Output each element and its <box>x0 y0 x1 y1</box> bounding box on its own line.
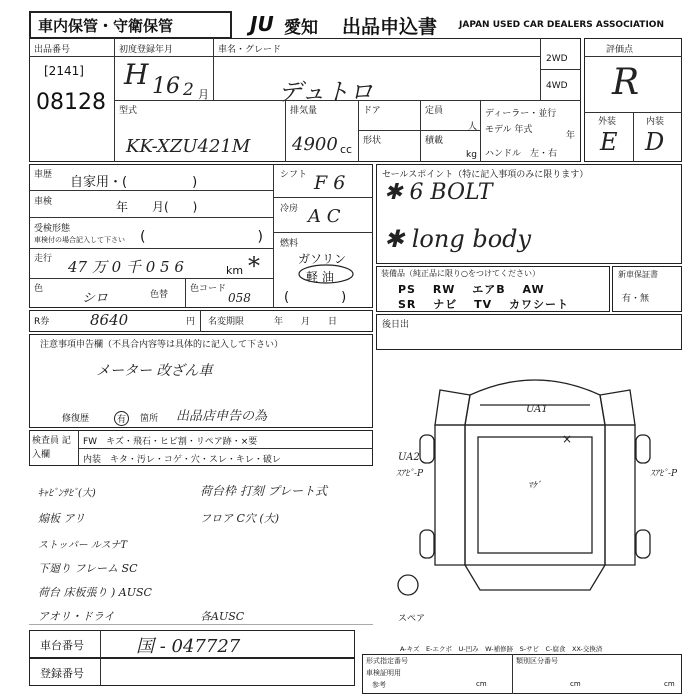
load-unit: kg <box>466 150 477 160</box>
repair-place: 箇所 <box>140 414 159 424</box>
diagram-spare: スペア <box>398 614 426 624</box>
sales-label: セールスポイント（特に記入事項のみに限ります） <box>382 170 589 180</box>
model-label: 型式 <box>119 106 138 116</box>
warranty-value: 有・無 <box>622 294 650 304</box>
after-section <box>376 314 682 350</box>
repair-detail: 出品店申告の為 <box>176 409 268 424</box>
dealer-label: ディーラー・並行 <box>485 109 557 119</box>
first-reg-unit: 月 <box>198 88 209 101</box>
diagram-legend: A-キズ E-エクボ U-凹み W-補修跡 S-サビ C-腐食 XX-交換済 <box>400 645 603 653</box>
int-value: D <box>645 128 665 156</box>
lot-number: 08128 <box>36 90 106 115</box>
disp-label: 排気量 <box>290 106 318 116</box>
shift-label: シフト <box>280 170 308 180</box>
fuel-value-2: 軽 油 <box>306 270 334 284</box>
mileage-label: 走行 <box>34 254 53 264</box>
color-label: 色 <box>34 284 44 294</box>
fuel-value-1: ガソリン <box>298 252 347 266</box>
inspector-note-6: 下廻り フレーム SC <box>38 562 138 575</box>
check-row-1: FW キズ・飛石・ヒビ割・リペア跡・×要 <box>83 437 258 447</box>
color-code-label: 色コード <box>190 284 227 294</box>
cm-1: cm <box>476 680 487 688</box>
ju-logo: JU <box>250 12 274 36</box>
cm-2: cm <box>570 680 581 688</box>
inspector-note-3: 煽板 アリ <box>38 512 86 525</box>
fuel-label: 燃料 <box>280 239 299 249</box>
chassis-value: 国 - 047727 <box>136 636 241 657</box>
receipt-note: 車検付の場合記入して下さい <box>34 236 125 244</box>
first-reg-year: 16 <box>152 74 180 99</box>
int-label: 内装 <box>646 117 665 127</box>
receipt-paren: ( ) <box>140 229 263 245</box>
handle-label: ハンドル 左・右 <box>485 149 558 159</box>
inspector-note-9: 各AUSC <box>200 610 245 623</box>
shift-value: F 6 <box>314 172 346 194</box>
mileage-mark: * <box>248 252 260 280</box>
notes-label: 注意事項申告欄（不具合内容等は具体的に記入して下さい） <box>40 340 284 350</box>
grade-label: 評価点 <box>606 45 634 55</box>
repair-value: 有 <box>114 411 129 426</box>
cert-label-2: 類別区分番号 <box>516 657 558 665</box>
equip-row-1: PS RW エアB AW <box>398 283 545 296</box>
ac-value: A C <box>308 206 341 227</box>
mileage-unit: km <box>226 264 244 277</box>
disp-value: 4900 <box>292 134 338 155</box>
disp-unit: cc <box>340 143 353 156</box>
sales-point-2: ✱ long body <box>384 225 532 253</box>
name-change-label: 名変期限 <box>208 317 245 327</box>
first-reg-label: 初度登録年月 <box>119 45 174 55</box>
inspector-label: 検査員 記入欄 <box>32 436 71 460</box>
english-org: JAPAN USED CAR DEALERS ASSOCIATION <box>459 20 664 30</box>
name-value: デュトロ <box>278 78 374 106</box>
history-label: 車歴 <box>34 170 53 180</box>
color-change-label: 色替 <box>150 290 169 300</box>
cert-label: 形式指定番号 <box>366 657 408 665</box>
form-title: 出品申込書 <box>342 16 438 38</box>
color-value: シロ <box>82 291 109 306</box>
inspection-label: 車検 <box>34 197 53 207</box>
model-value: KK-XZU421M <box>126 136 251 157</box>
fuel-paren: ( ) <box>284 290 347 305</box>
lot-label: 出品番号 <box>34 45 71 55</box>
tax-unit: 円 <box>186 317 196 327</box>
equipment-label: 装備品（純正品に限り○をつけてください） <box>381 269 540 278</box>
shape-label: 形状 <box>363 136 382 146</box>
diagram-center: ﾏｹﾞ <box>528 481 542 491</box>
name-change-value: 年 月 日 <box>274 317 338 327</box>
first-reg-month: 2 <box>183 80 194 100</box>
capacity-unit: 人 <box>468 122 478 132</box>
inspector-note-2: 荷台枠 打刻 プレート式 <box>200 484 328 498</box>
ref-label: 参考 <box>372 681 386 689</box>
receipt-label: 受検形態 <box>34 224 71 234</box>
after-label: 後日出 <box>382 320 410 330</box>
capacity-label: 定員 <box>425 106 444 116</box>
sales-point-1: ✱ 6 BOLT <box>384 180 493 205</box>
inspector-note-7: 荷台 床板張り ) AUSC <box>38 586 152 599</box>
drive-4wd: 4WD <box>546 81 568 91</box>
check-row-2: 内装 キタ・汚レ・コゲ・穴・スレ・キレ・破レ <box>83 455 281 465</box>
chassis-label: 車台番号 <box>40 639 84 652</box>
model-year-unit: 年 <box>566 131 576 141</box>
name-label: 車名・グレード <box>218 45 282 55</box>
inspection-value: 年 月( ) <box>116 200 198 214</box>
ext-value: E <box>600 128 618 156</box>
note-1: メーター 改ざん車 <box>96 363 213 379</box>
reg-label: 登録番号 <box>40 667 84 680</box>
cm-3: cm <box>664 680 675 688</box>
tax-value: 8640 <box>90 311 129 329</box>
ac-label: 冷房 <box>280 204 299 214</box>
equip-row-2: SR ナビ TV カワシート <box>398 298 569 311</box>
color-code-value: 058 <box>228 291 251 305</box>
lot-sub: [2141] <box>44 64 84 78</box>
tax-label: R券 <box>34 317 50 327</box>
inspector-note-8: アオリ・ドライ <box>38 610 115 623</box>
ext-label: 外装 <box>598 117 617 127</box>
model-year-label: モデル 年式 <box>485 125 533 135</box>
inspector-note-1: ｷｬﾋﾞﾝｻﾋﾞ(大) <box>38 488 96 499</box>
fuel-circle <box>296 264 356 284</box>
mileage-value: 47 万 0 千 0 5 6 <box>68 258 184 276</box>
door-label: ドア <box>363 106 381 116</box>
svg-text:×: × <box>562 432 573 446</box>
storage-label: 車内保管・守衛保管 <box>38 17 174 35</box>
cert-num-label: 車検証明用 <box>366 669 401 677</box>
first-reg-era: H <box>124 58 149 91</box>
inspector-note-5: ストッパー ルスナT <box>38 540 128 551</box>
grade-value: R <box>612 62 640 103</box>
repair-label: 修復歴 <box>62 414 90 424</box>
drive-2wd: 2WD <box>546 54 568 64</box>
load-label: 積載 <box>425 136 444 146</box>
diagram-ua1: UA1 <box>526 404 548 415</box>
diagram-ua2: UA2 <box>398 452 420 463</box>
org-name: 愛知 <box>284 18 318 38</box>
history-value: 自家用・( ) <box>70 175 198 190</box>
inspector-note-4: フロア C穴 (大) <box>200 512 279 525</box>
diagram-left: ｽｱﾋﾟ-P <box>396 469 424 479</box>
diagram-right: ｽｱﾋﾟ-P <box>650 469 678 479</box>
warranty-label: 新車保証書 <box>618 270 658 279</box>
